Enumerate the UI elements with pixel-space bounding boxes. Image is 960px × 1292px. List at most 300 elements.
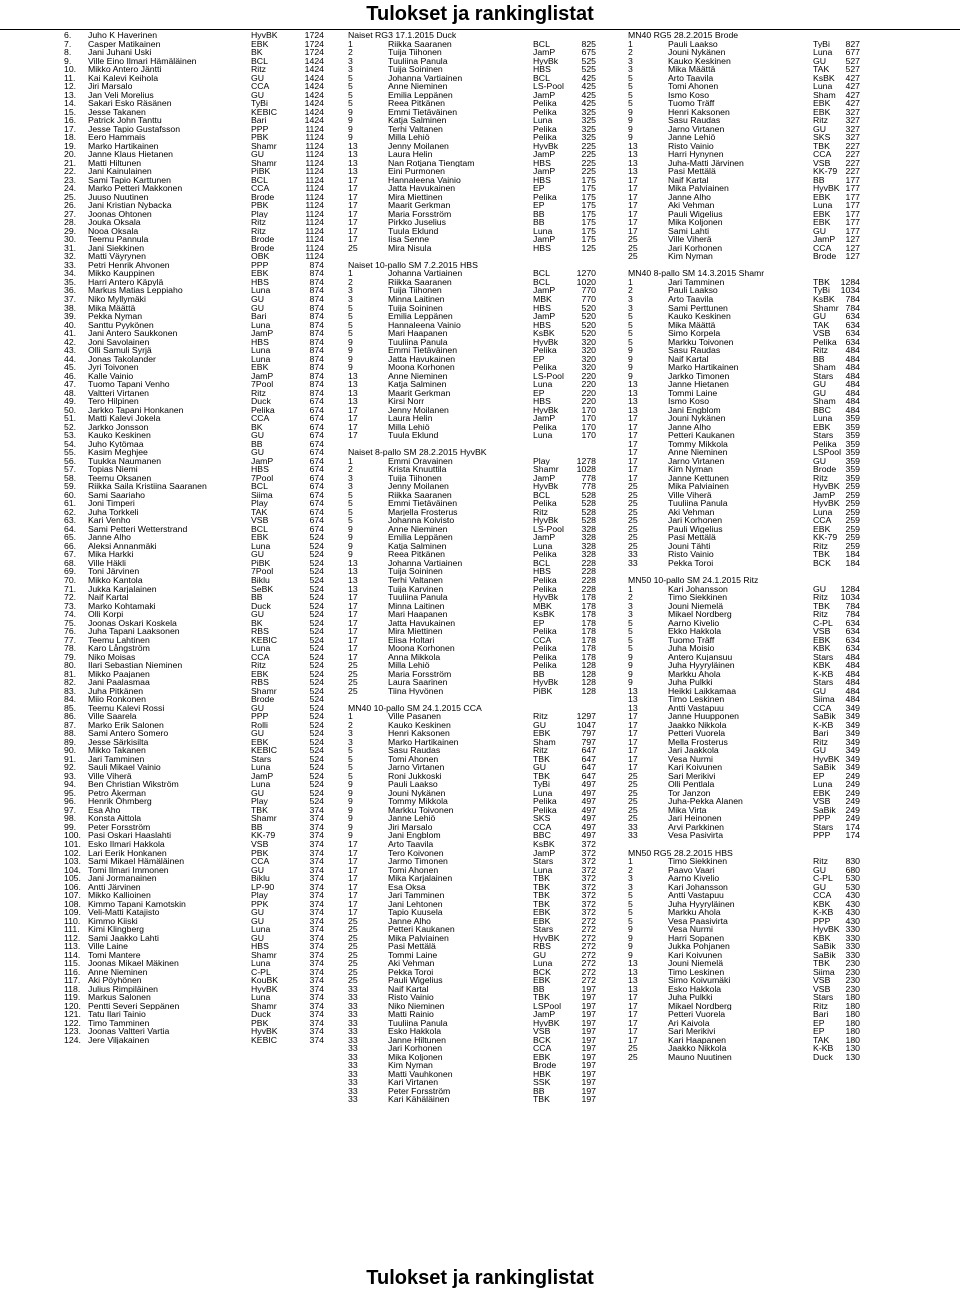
club-cell: GU [813,388,827,398]
club-cell: Ritz [813,473,828,483]
table-row [64,380,332,389]
club-cell: BCL [533,39,550,49]
rank-cell: 78. [64,644,77,653]
rank-cell: 26. [64,201,77,210]
player-name-cell: Mika Harkki [88,550,134,559]
rank-cell: 38. [64,303,77,313]
rank-cell: 17 [348,235,358,244]
points-cell: 634 [845,320,860,330]
club-cell: BB [533,209,545,219]
player-name-cell: Jouni Niemelä [668,601,724,611]
rank-cell: 25 [628,235,638,244]
rank-cell: 5 [348,82,353,91]
club-cell: GU [533,720,547,730]
club-cell: EBK [813,635,831,645]
player-name-cell: Ilari Sebastian Nieminen [88,661,183,670]
rank-cell: 30. [64,235,77,244]
page-footer [0,1264,960,1292]
player-name-cell: Janne Alho [88,533,131,542]
player-name-cell: Minna Laitinen [388,294,445,304]
player-name-cell: Mika Määttä [88,303,136,313]
points-cell: 175 [581,201,596,210]
club-cell: EBK [251,533,269,542]
table-row [628,40,896,49]
table-row [348,797,608,806]
table-row [628,866,896,875]
rank-cell: 11. [64,73,76,83]
club-cell: Ritz [251,226,266,236]
points-cell: 175 [581,235,596,244]
club-cell: KsBK [533,329,555,338]
table-row [348,91,608,100]
club-cell: Ritz [251,388,266,398]
points-cell: 874 [309,320,324,330]
table-row [64,48,332,57]
rank-cell: 13 [628,405,638,415]
player-name-cell: Jatta Havukainen [388,184,456,193]
player-name-cell: Jatta Havukainen [388,618,456,628]
points-cell: 874 [309,354,324,364]
points-cell: 374 [309,865,324,875]
club-cell: Pelika [251,405,275,415]
player-name-cell: Tomi Ilmari Immonen [88,865,169,875]
rank-cell: 52. [64,422,77,432]
club-cell: Stars [533,925,554,934]
points-cell: 359 [845,448,860,457]
club-cell: Ritz [251,661,266,670]
player-name-cell: Tommy Mikkola [388,797,448,806]
rank-cell: 25 [628,805,638,815]
player-name-cell: Pauli Laakso [668,286,718,295]
player-name-cell: Tuuliina Panula [388,593,448,602]
points-cell: 1424 [304,73,324,83]
club-cell: HyvBK [251,31,278,40]
points-cell: 484 [845,346,860,355]
table-row [628,1010,896,1019]
club-cell: Bari [251,116,267,125]
player-name-cell: Arto Taavila [388,839,434,849]
club-cell: Pelika [533,346,557,355]
rank-cell: 9 [628,652,633,662]
table-row [628,431,896,440]
points-cell: 128 [581,661,596,670]
player-name-cell: Teemu Lahtinen [88,635,150,645]
points-cell: 1124 [305,192,324,202]
table-row [348,40,608,49]
club-cell: BCL [251,524,268,534]
player-name-cell: Johanna Vartiainen [388,558,463,568]
rank-cell: 51. [64,414,77,423]
table-row [628,559,896,568]
rank-cell: 108. [64,899,81,909]
table-row [628,440,896,449]
rank-cell: 17 [628,175,638,185]
points-cell: 530 [845,874,860,883]
table-row [628,108,896,117]
rank-cell: 50. [64,405,77,415]
points-cell: 674 [309,473,324,483]
player-name-cell: Pekka Nyman [88,312,143,321]
player-name-cell: Mika Määttä [668,320,716,330]
table-row [628,355,896,364]
rank-cell: 68. [64,558,77,568]
rank-cell: 25 [628,771,638,781]
points-cell: 524 [309,635,324,645]
club-cell: JamP [813,235,836,244]
points-cell: 427 [845,82,860,91]
points-cell: 374 [309,908,324,917]
club-cell: VSB [813,158,831,168]
table-row [64,627,332,636]
club-cell: JamP [251,371,274,381]
rank-cell: 13 [628,703,638,713]
rank-cell: 13 [348,167,358,176]
points-cell: 177 [845,201,860,210]
table-row [64,874,332,883]
rank-cell: 25 [348,925,358,934]
points-cell: 520 [581,312,596,321]
points-cell: 372 [581,857,596,866]
player-name-cell: Ville Saarela [88,712,137,721]
rank-cell: 101. [64,839,81,849]
club-cell: K-KB [813,720,834,730]
club-cell: PBK [251,848,269,858]
rank-cell: 55. [64,448,77,457]
points-cell: 227 [845,167,860,176]
club-cell: BCL [251,482,268,491]
rank-cell: 17 [628,729,638,738]
club-cell: Luna [533,226,553,236]
rank-cell: 65. [64,533,77,542]
player-name-cell: Jari Jaakkola [668,746,719,755]
club-cell: JamP [533,1010,556,1019]
rank-cell: 115. [64,959,81,968]
club-cell: TBK [533,1095,550,1104]
player-name-cell: Jarno Virtanen [388,763,445,772]
points-cell: 178 [581,610,596,619]
table-row [64,678,332,687]
points-cell: 1424 [304,99,324,108]
table-row [348,159,608,168]
club-cell: BBC [533,831,551,840]
points-cell: 330 [845,925,860,934]
club-cell: HyvBk [533,56,559,66]
club-cell: Stars [813,652,834,662]
points-cell: 272 [581,925,596,934]
points-cell: 430 [845,916,860,926]
rank-cell: 28. [64,218,77,227]
club-cell: Shamr [533,465,559,474]
club-cell: Pelika [533,422,557,432]
points-cell: 272 [581,959,596,968]
player-name-cell: Pentti Severi Seppänen [88,1001,180,1011]
rank-cell: 25 [628,516,638,525]
rank-cell: 25 [628,482,638,491]
player-name-cell: Tuija Soininen [388,567,443,576]
player-name-cell: Tero Koivonen [388,848,444,858]
points-cell: 197 [581,1018,596,1028]
rank-cell: 1 [628,857,633,866]
table-row [64,1002,332,1011]
club-cell: Pelika [813,337,837,347]
table-row [628,1044,896,1053]
points-cell: 228 [581,576,596,585]
table-row [348,823,608,832]
rank-cell: 9 [348,822,353,832]
player-name-cell: Naif Kartal [88,593,129,602]
table-row [628,448,896,457]
table-row [64,883,332,892]
rank-cell: 120. [64,1001,81,1011]
player-name-cell: Sasu Raudas [668,116,721,125]
rank-cell: 25 [628,780,638,789]
player-name-cell: Tuija Tiihonen [388,473,442,483]
player-name-cell: Kari Johansson [668,584,728,594]
club-cell: EP [533,184,545,193]
table-row [348,678,608,687]
rank-cell: 17 [628,209,638,219]
table-row [64,167,332,176]
points-cell: 874 [309,303,324,313]
player-name-cell: Aki Pöyhönen [88,976,142,985]
club-cell: TBK [533,899,550,909]
club-cell: GU [813,312,827,321]
points-cell: 674 [309,465,324,474]
table-row [628,712,896,721]
points-cell: 372 [581,865,596,875]
player-name-cell: Jarmo Timonen [388,857,448,866]
rank-cell: 5 [348,99,353,108]
club-cell: KBK [813,661,831,670]
table-row [64,976,332,985]
player-name-cell: Katja Salminen [388,116,447,125]
points-cell: 674 [309,516,324,525]
club-cell: Shamr [813,303,839,313]
rank-cell: 33 [348,1018,358,1028]
rank-cell: 33 [348,993,358,1002]
table-row [64,142,332,151]
points-cell: 1028 [576,465,596,474]
points-cell: 524 [309,754,324,764]
points-cell: 372 [581,908,596,917]
points-cell: 227 [845,158,860,168]
club-cell: Ritz [251,218,266,227]
points-cell: 325 [581,133,596,142]
section-title: MN40 8-pallo SM 14.3.2015 Shamr [628,268,765,279]
player-name-cell: Terhi Valtanen [388,124,443,134]
points-cell: 874 [309,286,324,295]
player-name-cell: Harri Antero Käpylä [88,277,164,287]
table-row [628,891,896,900]
player-name-cell: Tuula Eklund [388,226,439,236]
rank-cell: 21. [64,158,77,168]
club-cell: PBK [251,133,269,142]
club-cell: Brode [251,695,275,704]
table-row [64,763,332,772]
points-cell: 227 [845,141,860,151]
player-name-cell: Riikka Saaranen [388,277,452,287]
table-row [64,772,332,781]
rank-cell: 33 [348,1010,358,1019]
table-row [64,789,332,798]
rank-cell: 9 [348,346,353,355]
player-name-cell: Emmi Tietäväinen [388,107,458,117]
club-cell: Luna [251,925,271,934]
club-cell: BCL [533,558,550,568]
table-row [64,567,332,576]
rank-cell: 3 [628,601,633,611]
rank-cell: 112. [64,933,81,943]
points-cell: 374 [309,1027,324,1036]
club-cell: Bari [813,1010,829,1019]
rank-cell: 17 [348,201,358,210]
player-name-cell: Marko Hartikainen [668,363,739,372]
rank-cell: 31. [64,243,77,253]
player-name-cell: Tuuliina Panula [388,56,448,66]
rank-cell: 17 [348,857,358,866]
rank-cell: 25 [348,661,358,670]
player-name-cell: Mari Haapanen [388,610,448,619]
club-cell: LSPool [533,1001,562,1011]
club-cell: BK [251,48,263,57]
club-cell: VSB [813,797,831,806]
rank-cell: 17 [628,456,638,466]
points-cell: 372 [581,848,596,858]
table-row [64,125,332,134]
club-cell: TBK [813,277,830,287]
table-row [348,567,608,576]
points-cell: 328 [581,550,596,559]
points-cell: 674 [309,507,324,517]
section-title: Naiset 8-pallo SM 28.2.2015 HyvBK [348,447,487,458]
player-name-cell: Janne Hiltunen [388,1035,446,1045]
table-row [628,636,896,645]
rank-cell: 17 [348,908,358,917]
rank-cell: 1 [348,456,353,466]
points-cell: 320 [581,363,596,372]
table-row [64,831,332,840]
player-name-cell: Kauko Keskinen [668,56,731,66]
player-name-cell: Esko Hakkola [668,984,722,994]
points-cell: 778 [581,482,596,491]
club-cell: HBS [533,65,551,74]
rank-cell: 5 [348,516,353,525]
points-cell: 1124 [305,150,324,159]
points-cell: 1124 [305,133,324,142]
club-cell: Stars [813,678,834,687]
table-row [64,516,332,525]
rank-cell: 25 [348,976,358,985]
table-row [628,363,896,372]
table-row [64,278,332,287]
club-cell: C-PL [813,618,833,628]
table-row [628,133,896,142]
points-cell: 359 [845,431,860,440]
player-name-cell: Mika Palviainen [668,184,729,193]
player-name-cell: Juha Moisio [668,644,715,653]
table-row [348,1019,608,1028]
table-row [348,968,608,977]
club-cell: SKS [533,814,551,823]
player-name-cell: Jenny Moilanen [388,482,449,491]
points-cell: 647 [581,754,596,764]
points-cell: 1124 [305,201,324,210]
points-cell: 127 [845,235,860,244]
rank-cell: 25 [348,959,358,968]
rank-cell: 9 [628,124,633,134]
points-cell: 374 [309,891,324,900]
rank-cell: 83. [64,686,77,696]
rank-cell: 114. [64,950,81,960]
section-title: Naiset 10-pallo SM 7.2.2015 HBS [348,259,478,270]
points-cell: 1424 [304,82,324,91]
table-row [628,721,896,730]
table-row [628,176,896,185]
table-row [64,729,332,738]
table-row [64,346,332,355]
club-cell: Play [251,797,268,806]
club-cell: HBS [533,243,551,253]
club-cell: RBS [251,627,269,636]
club-cell: EBK [813,218,831,227]
club-cell: SSK [533,1078,551,1087]
club-cell: LS-Pool [533,371,564,381]
rank-cell: 15. [64,107,77,117]
club-cell: EBK [533,916,551,926]
club-cell: HBS [251,337,269,347]
points-cell: 180 [845,1035,860,1045]
club-cell: PPK [251,899,269,909]
table-row [628,516,896,525]
club-cell: 7Pool [251,380,274,389]
player-name-cell: Tomi Ahonen [388,865,439,875]
table-row [64,474,332,483]
club-cell: KBK [813,644,831,653]
points-cell: 1124 [305,167,324,176]
rank-cell: 33 [348,1086,358,1096]
points-cell: 874 [309,371,324,381]
rank-cell: 5 [348,771,353,781]
table-row [348,738,608,747]
rank-cell: 5 [628,891,633,900]
club-cell: Luna [251,780,271,789]
player-name-cell: Jonas Takolander [88,354,156,364]
player-name-cell: Mira Miettinen [388,192,443,202]
rank-cell: 13 [348,150,358,159]
rank-cell: 2 [628,865,633,875]
points-cell: 359 [845,473,860,483]
table-row [64,968,332,977]
player-name-cell: Timo Siekkinen [668,857,728,866]
points-cell: 359 [845,465,860,474]
club-cell: TyBi [251,99,268,108]
player-name-cell: Kari Kähäläinen [388,1095,450,1104]
rank-cell: 9 [628,354,633,364]
player-name-cell: Olli Samuli Syrjä [88,346,152,355]
points-cell: 272 [581,916,596,926]
player-name-cell: Joonas Ohtonen [88,209,152,219]
rank-cell: 13 [348,576,358,585]
points-cell: 674 [309,397,324,406]
player-name-cell: Simo Korpela [668,329,721,338]
club-cell: PBK [251,201,269,210]
club-cell: Pelika [533,107,557,117]
club-cell: EBK [533,729,551,738]
table-row [348,482,608,491]
table-row [348,874,608,883]
player-name-cell: Tuuliina Panula [388,1018,448,1028]
rank-cell: 25 [628,524,638,534]
